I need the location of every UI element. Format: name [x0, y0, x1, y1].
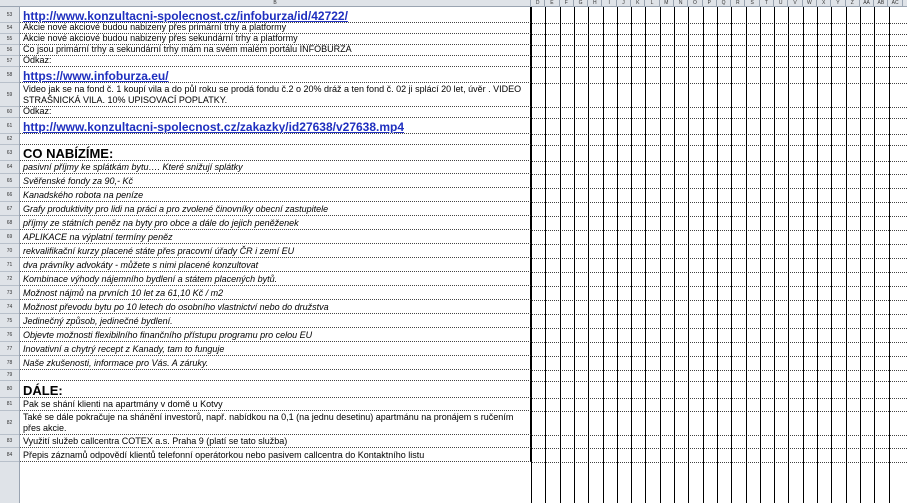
row-header[interactable]: 71 — [0, 258, 19, 272]
cell-B53[interactable] — [20, 7, 531, 23]
column-header-U[interactable]: U — [774, 0, 788, 6]
row-header[interactable]: 83 — [0, 435, 19, 448]
column-header-R[interactable]: R — [731, 0, 745, 6]
cell-B63[interactable] — [20, 145, 531, 161]
cell-text: Možnost nájmů na prvních 10 let za 61,10 Kč / m2 — [23, 287, 224, 298]
column-header-S[interactable]: S — [746, 0, 760, 6]
row-header[interactable]: 80 — [0, 381, 19, 398]
column-gridline — [660, 7, 661, 503]
cell-text: Video jak se na fond č. 1 koupí vila a do půl roku se prodá fondu č.2 o 20% dráž a ten fond č. 02 ji splácí 20 let, úvěr . VIDEO STRAŠNICKÁ VILA. 10% UPISOVACÍ POPLATKY. — [23, 84, 522, 105]
column-header-T[interactable]: T — [760, 0, 774, 6]
cell-text: Pak se shání klienti na apartmány v domě u Kotvy — [23, 398, 223, 409]
row-header[interactable]: 84 — [0, 448, 19, 462]
column-header-Z[interactable]: Z — [846, 0, 860, 6]
cell-B69[interactable] — [20, 230, 531, 244]
column-gridline — [688, 7, 689, 503]
column-header-V[interactable]: V — [788, 0, 802, 6]
column-gridline — [874, 7, 875, 503]
row-header[interactable]: 67 — [0, 202, 19, 216]
cell-text: Využití služeb callcentra COTEX a.s. Praha 9 (platí se tato služba) — [23, 435, 288, 446]
row-header[interactable]: 53 — [0, 7, 19, 23]
cell-B62[interactable] — [20, 134, 531, 145]
row-header[interactable]: 63 — [0, 145, 19, 161]
row-header[interactable]: 61 — [0, 118, 19, 134]
cell-B84[interactable] — [20, 448, 531, 462]
cell-text: Jedinečný způsob, jedinečné bydlení. — [23, 315, 173, 326]
cell-B58[interactable] — [20, 67, 531, 83]
column-gridline — [674, 7, 675, 503]
cell-B66[interactable] — [20, 188, 531, 202]
column-gridline — [774, 7, 775, 503]
cell-B72[interactable] — [20, 272, 531, 286]
column-gridline — [717, 7, 718, 503]
cell-text: Inovativní a chytrý recept z Kanady, tam to funguje — [23, 343, 225, 354]
hyperlink[interactable]: https://www.infoburza.eu/ — [23, 68, 169, 83]
cell-text: APLIKACE na výplatní termíny peněz — [23, 231, 173, 242]
column-header-E[interactable]: E — [545, 0, 559, 6]
column-header-G[interactable]: G — [574, 0, 588, 6]
cell-B83[interactable] — [20, 435, 531, 448]
cell-text: dva právníky advokáty - můžete s nimi placené konzultovat — [23, 259, 259, 270]
row-header[interactable]: 59 — [0, 83, 19, 107]
cell-B80[interactable] — [20, 381, 531, 398]
section-heading: DÁLE: — [23, 382, 63, 398]
cell-B81[interactable] — [20, 398, 531, 411]
column-header-P[interactable]: P — [703, 0, 717, 6]
column-gridline — [860, 7, 861, 503]
row-header[interactable]: 69 — [0, 230, 19, 244]
cell-B74[interactable] — [20, 300, 531, 314]
column-header-J[interactable]: J — [617, 0, 631, 6]
row-header[interactable]: 76 — [0, 328, 19, 342]
cell-B57[interactable] — [20, 56, 531, 67]
cell-B71[interactable] — [20, 258, 531, 272]
row-header[interactable]: 56 — [0, 45, 19, 56]
row-header[interactable]: 64 — [0, 161, 19, 174]
column-gridline — [603, 7, 604, 503]
cell-text: Co jsou primární trhy a sekundární trhy mám na svém malém portálu INFOBURZA — [23, 45, 352, 54]
row-header[interactable]: 77 — [0, 342, 19, 356]
row-header[interactable]: 79 — [0, 370, 19, 381]
cell-text: Odkaz: — [23, 56, 52, 65]
column-header-N[interactable]: N — [674, 0, 688, 6]
column-gridline — [817, 7, 818, 503]
cell-B70[interactable] — [20, 244, 531, 258]
column-header-AC[interactable]: AC — [889, 0, 903, 6]
cell-text: Přepis záznamů odpovědí klientů telefonní operátorkou nebo pasivem callcentra do Kontaktního listu — [23, 449, 425, 460]
column-gridline — [803, 7, 804, 503]
cell-text: Naše zkušenosti, informace pro Vás. A záruky. — [23, 357, 209, 368]
column-header-H[interactable]: H — [588, 0, 602, 6]
column-header-L[interactable]: L — [645, 0, 659, 6]
row-header[interactable]: 74 — [0, 300, 19, 314]
row-header-bar — [0, 7, 20, 503]
row-header[interactable]: 78 — [0, 356, 19, 370]
column-gridline — [746, 7, 747, 503]
cell-text: pasivní příjmy ke splátkám bytu…. Které snižují splátky — [23, 161, 243, 172]
row-header[interactable]: 82 — [0, 411, 19, 435]
cell-B76[interactable] — [20, 328, 531, 342]
cell-B77[interactable] — [20, 342, 531, 356]
row-header[interactable]: 55 — [0, 34, 19, 45]
column-gridline — [846, 7, 847, 503]
section-heading: CO NABÍZÍME: — [23, 145, 114, 161]
column-gridline — [617, 7, 618, 503]
hyperlink[interactable]: http://www.konzultacni-spolecnost.cz/infoburza/id/42722/ — [23, 8, 348, 23]
column-gridline — [531, 7, 532, 503]
column-gridline — [588, 7, 589, 503]
cell-B55[interactable] — [20, 34, 531, 45]
cell-text: Odkaz: — [23, 107, 52, 116]
row-header[interactable]: 58 — [0, 67, 19, 83]
column-gridline — [889, 7, 890, 503]
column-gridline — [560, 7, 561, 503]
cell-B73[interactable] — [20, 286, 531, 300]
row-header[interactable]: 57 — [0, 56, 19, 67]
row-header[interactable]: 81 — [0, 398, 19, 411]
column-header-AA[interactable]: AA — [860, 0, 874, 6]
cell-text: Grafy produktivity pro lidi na práci a pro zvolené činovníky obecní zastupitele — [23, 203, 329, 214]
column-header-Q[interactable]: Q — [717, 0, 731, 6]
column-header-bar — [0, 0, 907, 7]
column-gridline — [731, 7, 732, 503]
cell-text: Akcie nové akciové budou nabizeny přes primární trhy a platformy — [23, 23, 287, 32]
cell-B61[interactable] — [20, 118, 531, 134]
row-header[interactable]: 73 — [0, 286, 19, 300]
cell-B59[interactable] — [20, 83, 531, 107]
column-header-B[interactable]: B — [20, 0, 531, 6]
cell-B78[interactable] — [20, 356, 531, 370]
column-header-K[interactable]: K — [631, 0, 645, 6]
column-header-M[interactable]: M — [660, 0, 674, 6]
row-header[interactable]: 72 — [0, 272, 19, 286]
column-gridline — [760, 7, 761, 503]
cell-B68[interactable] — [20, 216, 531, 230]
column-gridline — [831, 7, 832, 503]
cell-B82[interactable] — [20, 411, 531, 435]
cell-B67[interactable] — [20, 202, 531, 216]
cell-text: Kanadského robota na peníze — [23, 189, 144, 200]
column-gridline — [631, 7, 632, 503]
column-header-I[interactable]: I — [603, 0, 617, 6]
cell-text: Objevte možnosti flexibilního finančního přístupu programu pro celou EU — [23, 329, 313, 340]
cell-B75[interactable] — [20, 314, 531, 328]
column-header-F[interactable]: F — [560, 0, 574, 6]
cell-text: Svěřenské fondy za 90,- Kč — [23, 175, 134, 186]
column-gridline — [545, 7, 546, 503]
cell-text: rekvalifikační kurzy placené státe přes pracovní úřady ČR i zemí EU — [23, 245, 295, 256]
column-header-O[interactable]: O — [688, 0, 702, 6]
column-header-D[interactable]: D — [531, 0, 545, 6]
cell-text: Akcie nové akciové budou nabizeny přes sekundární trhy a platformy — [23, 34, 298, 43]
row-header[interactable]: 70 — [0, 244, 19, 258]
cell-B65[interactable] — [20, 174, 531, 188]
column-gridline — [574, 7, 575, 503]
cell-B56[interactable] — [20, 45, 531, 56]
column-gridline — [703, 7, 704, 503]
cell-B64[interactable] — [20, 161, 531, 174]
column-header-AB[interactable]: AB — [874, 0, 888, 6]
column-header-W[interactable]: W — [803, 0, 817, 6]
cell-B79[interactable] — [20, 370, 531, 381]
column-header-X[interactable]: X — [817, 0, 831, 6]
cell-text: Také se dále pokračuje na shánění investorů, např. nabídkou na 0,1 (na jednu desetinu) apartmánu na pronájem s ručením přes akcie. — [23, 412, 514, 433]
cell-B60[interactable] — [20, 107, 531, 118]
column-gridline — [645, 7, 646, 503]
row-header[interactable]: 60 — [0, 107, 19, 118]
row-header[interactable]: 66 — [0, 188, 19, 202]
row-header[interactable]: 62 — [0, 134, 19, 145]
row-header[interactable]: 68 — [0, 216, 19, 230]
cell-B54[interactable] — [20, 23, 531, 34]
column-gridline — [788, 7, 789, 503]
row-header[interactable]: 75 — [0, 314, 19, 328]
cell-text: Kombinace výhody nájemního bydlení a státem placených bytů. — [23, 273, 278, 284]
row-header[interactable]: 65 — [0, 174, 19, 188]
row-header[interactable]: 54 — [0, 23, 19, 34]
hyperlink[interactable]: http://www.konzultacni-spolecnost.cz/zakazky/id27638/v27638.mp4 — [23, 119, 405, 134]
cell-text: Možnost převodu bytu po 10 letech do osobního vlastnictví nebo do družstva — [23, 301, 329, 312]
column-header-Y[interactable]: Y — [831, 0, 845, 6]
cell-text: příjmy ze státních peněz na byty pro obce a dále do jejich peněženek — [23, 217, 299, 228]
